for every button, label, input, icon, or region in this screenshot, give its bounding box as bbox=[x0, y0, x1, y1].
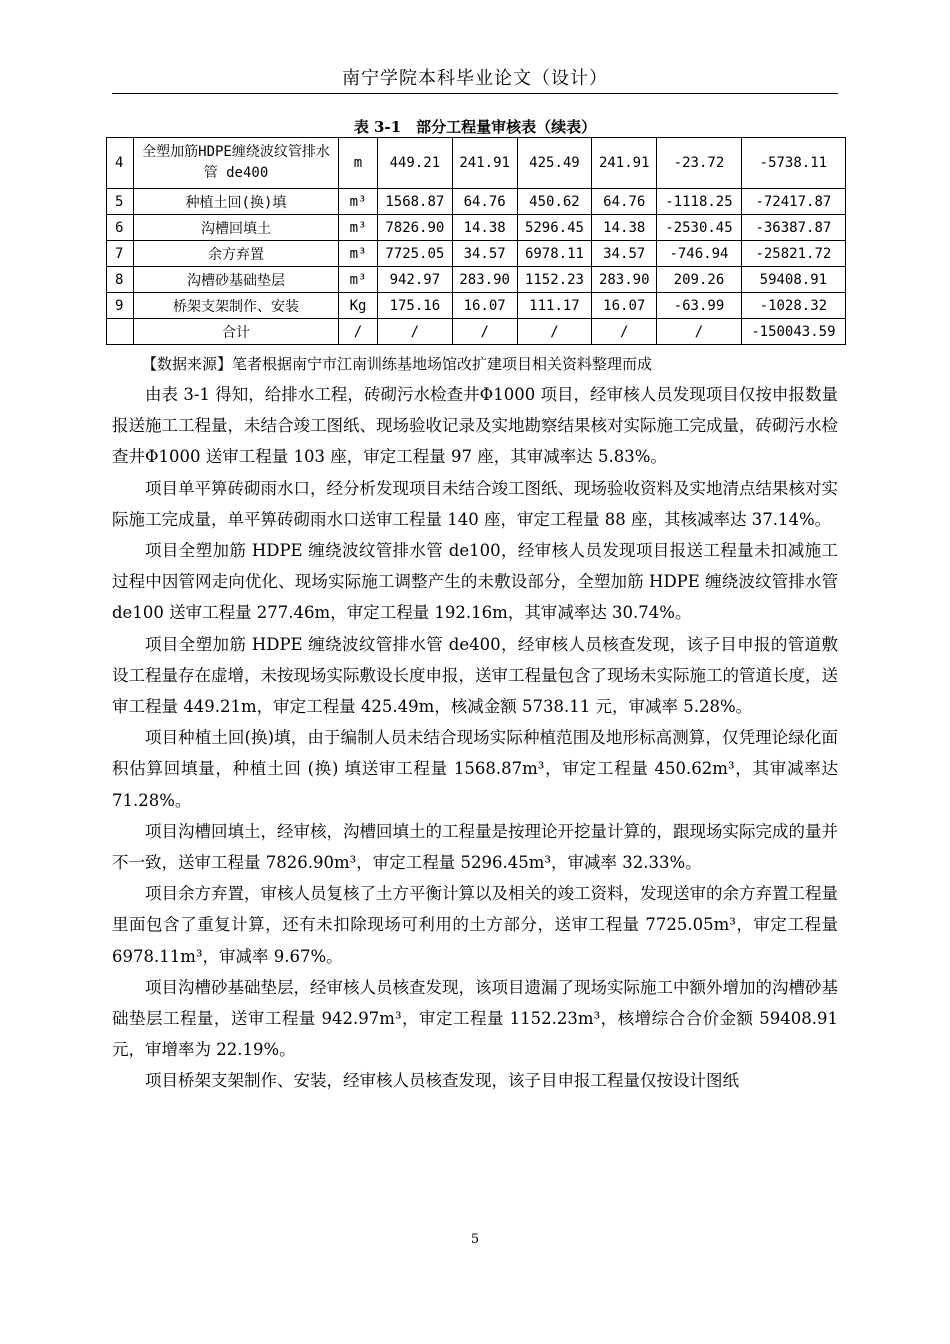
table-cell-name: 合计 bbox=[134, 319, 339, 345]
paragraph: 项目沟槽砂基础垫层，经审核人员核查发现，该项目遗漏了现场实际施工中额外增加的沟槽砂基础垫层工程量，送审工程量 942.97m³，审定工程量 1152.23m³，核增综合合价金额 59408.91 元，审增率为 22.19%。 bbox=[112, 977, 838, 1060]
table-cell-name: 种植土回(换)填 bbox=[134, 189, 339, 215]
table-cell-c5: / bbox=[657, 319, 742, 345]
table-cell-c4: 283.90 bbox=[592, 267, 657, 293]
table-cell-no: 7 bbox=[107, 241, 134, 267]
data-source-note: 【数据来源】笔者根据南宁市江南训练基地场馆改扩建项目相关资料整理而成 bbox=[142, 355, 653, 373]
table-cell-no bbox=[107, 319, 134, 345]
paragraph: 项目桥架支架制作、安装，经审核人员核查发现，该子目申报工程量仅按设计图纸 bbox=[145, 1071, 739, 1091]
table-cell-c3: 111.17 bbox=[517, 293, 592, 319]
table-cell-c5: -63.99 bbox=[657, 293, 742, 319]
table-cell-c2: 34.57 bbox=[452, 241, 517, 267]
table-cell-c4: 64.76 bbox=[592, 189, 657, 215]
table-cell-c3: 5296.45 bbox=[517, 215, 592, 241]
table-cell-name: 余方弃置 bbox=[134, 241, 339, 267]
table-cell-c6: -1028.32 bbox=[741, 293, 845, 319]
table-cell-c6: -72417.87 bbox=[741, 189, 845, 215]
table-cell-name: 全塑加筋HDPE缠绕波纹管排水管 de400 bbox=[134, 138, 339, 189]
table-cell-c4: 34.57 bbox=[592, 241, 657, 267]
table-cell-c3: 425.49 bbox=[517, 138, 592, 189]
table-cell-unit: / bbox=[339, 319, 378, 345]
table-cell-c3: / bbox=[517, 319, 592, 345]
table-cell-c6: -25821.72 bbox=[741, 241, 845, 267]
table-cell-c4: / bbox=[592, 319, 657, 345]
table-cell-c1: 1568.87 bbox=[378, 189, 453, 215]
table-cell-unit: m³ bbox=[339, 215, 378, 241]
table-cell-c6: 59408.91 bbox=[741, 267, 845, 293]
table-cell-c5: -2530.45 bbox=[657, 215, 742, 241]
table-cell-c1: 7826.90 bbox=[378, 215, 453, 241]
table-cell-c3: 6978.11 bbox=[517, 241, 592, 267]
paragraph: 项目全塑加筋 HDPE 缠绕波纹管排水管 de400，经审核人员核查发现，该子目申报的管道敷设工程量存在虚增，未按现场实际敷设长度申报，送审工程量包含了现场未实际施工的管道长度，送审工程量 449.21m，审定工程量 425.49m，核减金额 5738.11 元，审减率 5.28%。 bbox=[112, 634, 838, 717]
table-cell-name: 沟槽砂基础垫层 bbox=[134, 267, 339, 293]
table-cell-no: 6 bbox=[107, 215, 134, 241]
table-row bbox=[107, 189, 846, 215]
table-cell-c1: / bbox=[378, 319, 453, 345]
paragraph: 项目沟槽回填土，经审核，沟槽回填土的工程量是按理论开挖量计算的，跟现场实际完成的量并不一致，送审工程量 7826.90m³，审定工程量 5296.45m³，审减率 32.33%。 bbox=[112, 821, 838, 873]
table-cell-c4: 241.91 bbox=[592, 138, 657, 189]
paragraph: 项目全塑加筋 HDPE 缠绕波纹管排水管 de100，经审核人员发现项目报送工程量未扣减施工过程中因管网走向优化、现场实际施工调整产生的未敷设部分，全塑加筋 HDPE 缠绕波纹管排水管 de100 送审工程量 277.46m，审定工程量 192.16m，其审减率达 30.74%。 bbox=[112, 541, 838, 623]
table-cell-unit: Kg bbox=[339, 293, 378, 319]
paragraph: 由表 3-1 得知，给排水工程，砖砌污水检查井Φ1000 项目，经审核人员发现项目仅按申报数量报送施工工程量，未结合竣工图纸、现场验收记录及实地勘察结果核对实际施工完成量，砖砌污水检查井Φ1000 送审工程量 103 座，审定工程量 97 座，其审减率达 5.83%。 bbox=[112, 385, 838, 467]
table-cell-c4: 16.07 bbox=[592, 293, 657, 319]
table-cell-c4: 14.38 bbox=[592, 215, 657, 241]
table-cell-no: 9 bbox=[107, 293, 134, 319]
table-cell-c2: 283.90 bbox=[452, 267, 517, 293]
table-cell-c2: / bbox=[452, 319, 517, 345]
table-cell-unit: m bbox=[339, 138, 378, 189]
table-cell-unit: m³ bbox=[339, 189, 378, 215]
paragraph: 项目余方弃置，审核人员复核了土方平衡计算以及相关的竣工资料，发现送审的余方弃置工程量里面包含了重复计算，还有未扣除现场可利用的土方部分，送审工程量 7725.05m³，审定工程量 6978.11m³，审减率 9.67%。 bbox=[112, 884, 838, 966]
table-cell-unit: m³ bbox=[339, 267, 378, 293]
table-cell-no: 5 bbox=[107, 189, 134, 215]
table-cell-c6: -36387.87 bbox=[741, 215, 845, 241]
paragraph: 项目种植土回(换)填，由于编制人员未结合现场实际种植范围及地形标高测算，仅凭理论绿化面积估算回填量，种植土回 (换) 填送审工程量 1568.87m³，审定工程量 450.62m³，其审减率达 71.28%。 bbox=[112, 728, 838, 810]
audit-table bbox=[106, 137, 846, 345]
table-cell-c1: 942.97 bbox=[378, 267, 453, 293]
table-cell-no: 4 bbox=[107, 138, 134, 189]
table-row bbox=[107, 138, 846, 189]
header-rule bbox=[112, 93, 838, 94]
table-row bbox=[107, 215, 846, 241]
body-text bbox=[112, 379, 838, 1097]
table-row bbox=[107, 267, 846, 293]
table-caption: 表 3-1 部分工程量审核表（续表） bbox=[353, 118, 597, 136]
table-row bbox=[107, 293, 846, 319]
page-number: 5 bbox=[470, 1232, 480, 1247]
table-cell-c1: 7725.05 bbox=[378, 241, 453, 267]
table-cell-c2: 64.76 bbox=[452, 189, 517, 215]
table-cell-name: 沟槽回填土 bbox=[134, 215, 339, 241]
table-cell-no: 8 bbox=[107, 267, 134, 293]
table-cell-c1: 449.21 bbox=[378, 138, 453, 189]
table-cell-c1: 175.16 bbox=[378, 293, 453, 319]
paragraph: 项目单平箅砖砌雨水口，经分析发现项目未结合竣工图纸、现场验收资料及实地清点结果核对实际施工完成量，单平箅砖砌雨水口送审工程量 140 座，审定工程量 88 座，其核减率达 37.14%。 bbox=[112, 478, 838, 529]
table-cell-c2: 16.07 bbox=[452, 293, 517, 319]
table-cell-c3: 450.62 bbox=[517, 189, 592, 215]
page-header-title: 南宁学院本科毕业论文（设计） bbox=[342, 68, 608, 89]
table-cell-name: 桥架支架制作、安装 bbox=[134, 293, 339, 319]
table-cell-c2: 14.38 bbox=[452, 215, 517, 241]
table-row bbox=[107, 241, 846, 267]
table-cell-c5: -23.72 bbox=[657, 138, 742, 189]
table-cell-unit: m³ bbox=[339, 241, 378, 267]
table-cell-c5: 209.26 bbox=[657, 267, 742, 293]
table-cell-c5: -1118.25 bbox=[657, 189, 742, 215]
table-cell-c6: -150043.59 bbox=[741, 319, 845, 345]
table-cell-c6: -5738.11 bbox=[741, 138, 845, 189]
table-cell-c3: 1152.23 bbox=[517, 267, 592, 293]
table-row bbox=[107, 319, 846, 345]
table-cell-c2: 241.91 bbox=[452, 138, 517, 189]
table-cell-c5: -746.94 bbox=[657, 241, 742, 267]
